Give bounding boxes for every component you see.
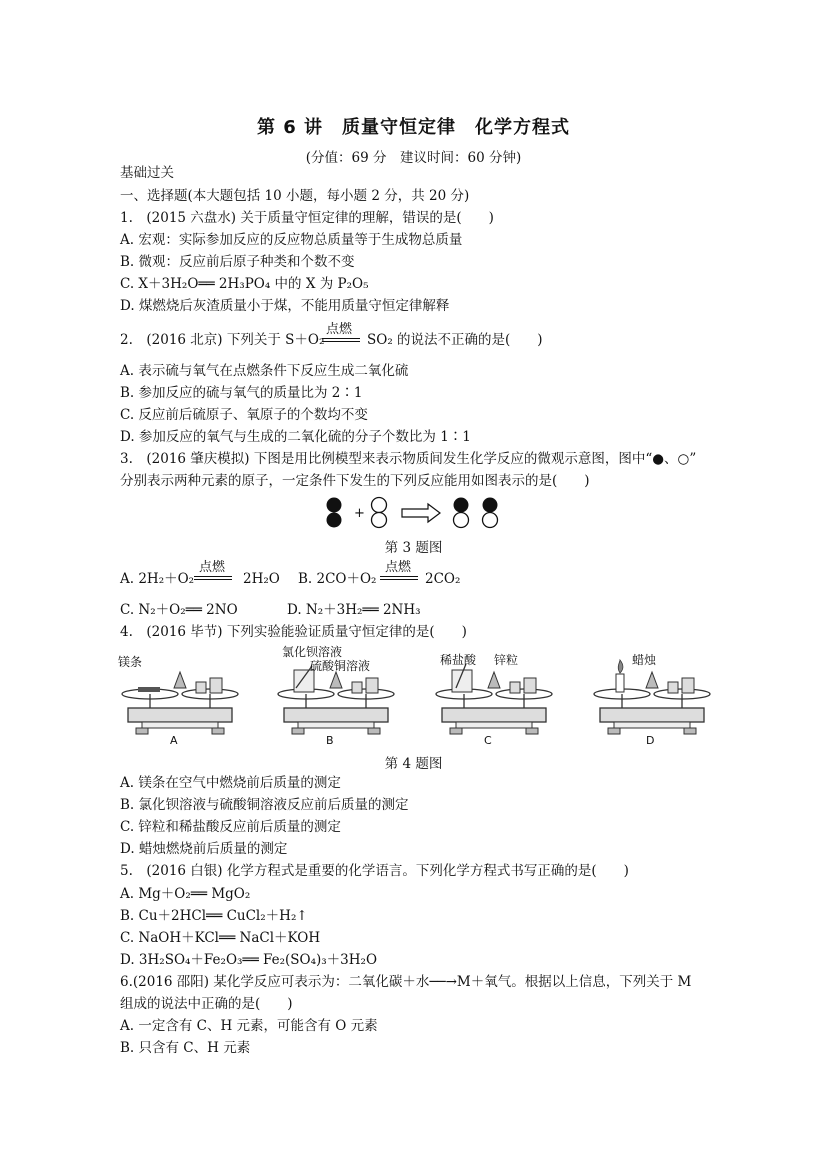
balance-d (594, 660, 710, 734)
q5-stem: 5. (2016 白银) 化学方程式是重要的化学语言。下列化学方程式书写正确的是( ) (120, 863, 629, 879)
q3-molecule-diagram (320, 494, 510, 530)
q2-equation-bar (322, 338, 360, 342)
q5-option-a: A. Mg＋O₂══ MgO₂ (120, 886, 251, 902)
balance-c (436, 664, 552, 734)
label-candle: 蜡烛 (632, 653, 657, 667)
q5-option-d: D. 3H₂SO₄＋Fe₂O₃══ Fe₂(SO₄)₃＋3H₂O (120, 952, 378, 968)
q2-option-d: D. 参加反应的氧气与生成的二氧化硫的分子个数比为 1∶1 (120, 429, 471, 445)
section-heading: 基础过关 (120, 165, 174, 181)
q4-caption: 第 4 题图 (384, 756, 443, 772)
white-atom (372, 498, 387, 513)
q4-option-d: D. 蜡烛燃烧前后质量的测定 (120, 841, 288, 857)
black-atom (327, 498, 342, 513)
q4-option-b: B. 氯化钡溶液与硫酸铜溶液反应前后质量的测定 (120, 797, 409, 813)
q2-option-c: C. 反应前后硫原子、氧原子的个数均不变 (120, 407, 368, 423)
q6-option-a: A. 一定含有 C、H 元素，可能含有 O 元素 (120, 1018, 378, 1034)
q6-stem-line2: 组成的说法中正确的是( ) (120, 996, 293, 1012)
q2-option-b: B. 参加反应的硫与氧气的质量比为 2∶1 (120, 385, 363, 401)
q4-balance-figure (114, 644, 724, 750)
plus-sign: + (354, 506, 365, 521)
page-subtitle: (分值：69 分 建议时间：60 分钟) (305, 150, 522, 166)
page-title: 第 6 讲 质量守恒定律 化学方程式 (256, 117, 571, 138)
balance-b (278, 666, 394, 734)
arrow-icon (402, 504, 440, 522)
label-bacl2: 氯化钡溶液 (282, 645, 343, 659)
q4-option-a: A. 镁条在空气中燃烧前后质量的测定 (120, 775, 341, 791)
q2-condition: 点燃 (326, 322, 353, 337)
q4-stem: 4. (2016 毕节) 下列实验能验证质量守恒定律的是( ) (120, 624, 467, 640)
black-atom (483, 498, 498, 513)
black-atom (454, 498, 469, 513)
q5-option-c: C. NaOH＋KCl══ NaCl＋KOH (120, 930, 321, 946)
letter-d: D (646, 734, 655, 747)
q6-option-b: B. 只含有 C、H 元素 (120, 1040, 251, 1056)
q3-option-b-post: 2CO₂ (425, 571, 461, 587)
part-heading: 一、选择题(本大题包括 10 小题，每小题 2 分，共 20 分) (120, 188, 470, 204)
label-zn: 锌粒 (494, 653, 519, 667)
q1-option-c: C. X＋3H₂O══ 2H₃PO₄ 中的 X 为 P₂O₅ (120, 276, 369, 292)
q3-option-a-post: 2H₂O (243, 571, 280, 587)
balance-a (122, 672, 238, 734)
q3-stem-line1: 3. (2016 肇庆模拟) 下图是用比例模型来表示物质间发生化学反应的微观示意图，图中“●、○” (120, 451, 697, 467)
q3-caption: 第 3 题图 (384, 540, 443, 556)
label-mg-ribbon: 镁条 (118, 655, 143, 669)
white-atom (483, 513, 498, 528)
q3-option-b-bar (380, 576, 418, 580)
q3-option-a-pre: A. 2H₂＋O₂ (120, 571, 195, 587)
q3-stem-line2: 分别表示两种元素的原子，一定条件下发生的下列反应能用如图表示的是( ) (120, 473, 590, 489)
q3-option-b-condition: 点燃 (385, 560, 412, 575)
q1-option-a: A. 宏观：实际参加反应的反应物总质量等于生成物总质量 (120, 232, 463, 248)
white-atom (372, 513, 387, 528)
white-atom (454, 513, 469, 528)
label-hcl: 稀盐酸 (440, 653, 477, 667)
q5-option-b: B. Cu＋2HCl══ CuCl₂＋H₂↑ (120, 908, 308, 924)
q1-stem: 1. (2015 六盘水) 关于质量守恒定律的理解，错误的是( ) (120, 210, 494, 226)
q6-stem-line1: 6.(2016 邵阳) 某化学反应可表示为：二氧化碳＋水──→M＋氧气。根据以上信息，下列关于 M (120, 974, 692, 990)
q3-option-c: C. N₂＋O₂══ 2NO (120, 602, 238, 618)
letter-c: C (484, 734, 492, 747)
q3-option-b-pre: B. 2CO＋O₂ (298, 571, 377, 587)
letter-a: A (170, 734, 178, 747)
q2-stem-post: SO₂ 的说法不正确的是( ) (367, 332, 543, 348)
letter-b: B (326, 734, 334, 747)
q3-option-d: D. N₂＋3H₂══ 2NH₃ (287, 602, 421, 618)
black-atom (327, 513, 342, 528)
q3-option-a-bar (194, 576, 232, 580)
label-cuso4: 硫酸铜溶液 (310, 659, 371, 673)
q1-option-b: B. 微观：反应前后原子种类和个数不变 (120, 254, 355, 270)
q1-option-d: D. 煤燃烧后灰渣质量小于煤，不能用质量守恒定律解释 (120, 298, 450, 314)
q3-option-a-condition: 点燃 (199, 560, 226, 575)
q2-option-a: A. 表示硫与氧气在点燃条件下反应生成二氧化硫 (120, 363, 409, 379)
q2-stem-pre: 2. (2016 北京) 下列关于 S＋O₂ (120, 332, 325, 348)
q4-option-c: C. 锌粒和稀盐酸反应前后质量的测定 (120, 819, 341, 835)
